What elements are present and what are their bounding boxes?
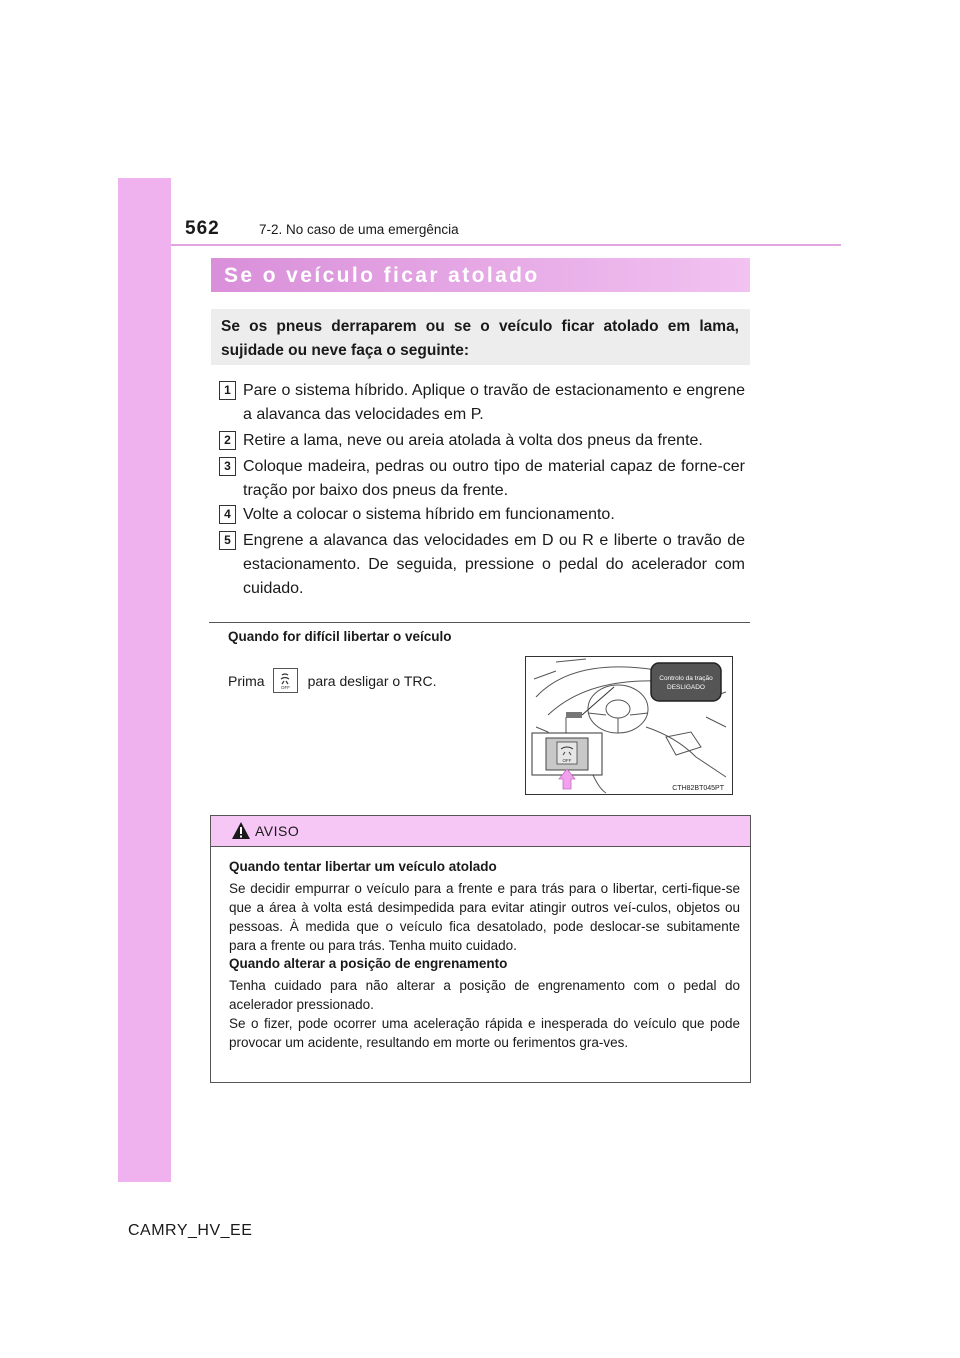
warning-triangle-icon [231, 821, 251, 845]
figure-button-label: OFF [562, 758, 572, 763]
callout-line-1: Controlo da tração [659, 675, 713, 682]
svg-text:OFF: OFF [280, 685, 290, 690]
warning-text-2: Tenha cuidado para não alterar a posição de engrenamento com o pedal do acelerador pressionado. [229, 978, 740, 1012]
step-number: 1 [219, 381, 236, 400]
step-text: Pare o sistema híbrido. Aplique o travão de estacionamento e engrene a alavanca das velocidades em P. [243, 382, 745, 423]
page-title: Se o veículo ficar atolado [224, 264, 540, 287]
tip-text [228, 670, 436, 695]
warning-heading-1: Quando tentar libertar um veículo atolado [229, 859, 497, 874]
trc-off-button-icon [273, 668, 298, 693]
step-number: 4 [219, 505, 236, 524]
intro-text: Se os pneus derraparem ou se o veículo ficar atolado em lama, sujidade ou neve faça o seguinte: [221, 318, 739, 359]
page-number: 562 [185, 218, 220, 239]
figure-code: CTH82BT045PT [672, 785, 724, 792]
side-tab-strip [118, 178, 171, 1182]
step-number: 5 [219, 531, 236, 550]
warning-heading-2: Quando alterar a posição de engrenamento [229, 956, 508, 971]
header-rule [171, 244, 841, 246]
step-text: Retire a lama, neve ou areia atolada à volta dos pneus da frente. [243, 432, 703, 449]
step-number: 2 [219, 431, 236, 450]
footer-model: CAMRY_HV_EE [128, 1222, 253, 1239]
step-text: Volte a colocar o sistema híbrido em funcionamento. [243, 506, 615, 523]
step-text: Coloque madeira, pedras ou outro tipo de material capaz de forne-cer tração por baixo dos pneus da frente. [243, 458, 745, 499]
section-divider [209, 622, 750, 623]
tip-text-before: Prima [228, 673, 265, 690]
warning-text-3: Se o fizer, pode ocorrer uma aceleração rápida e inesperada do veículo que pode provocar um acidente, resultando em morte ou ferimentos gra-ves. [229, 1016, 740, 1050]
tip-heading: Quando for difícil libertar o veículo [228, 629, 452, 644]
tip-text-after: para desligar o TRC. [307, 673, 437, 690]
warning-header [211, 816, 750, 847]
title-bar [211, 258, 750, 292]
warning-box [210, 815, 751, 1083]
step-text: Engrene a alavanca das velocidades em D ou R e liberte o travão de estacionamento. De seguida, pressione o pedal do acelerador com cuidado. [243, 532, 745, 597]
intro-box [211, 309, 750, 365]
warning-label: AVISO [255, 823, 300, 839]
warning-text-1: Se decidir empurrar o veículo para a frente e para trás para o libertar, certi-fique-se que a área à volta está desimpedida para evitar atingir outros veí-culos, objetos ou pessoas. À medida que o veículo fica desatolado, pode deslocar-se subitamente para a frente ou para trás. Tenha muito cuidado. [229, 881, 740, 953]
section-title: 7-2. No caso de uma emergência [259, 222, 459, 237]
trc-switch-figure [525, 656, 733, 795]
callout-line-2: DESLIGADO [667, 684, 705, 691]
step-number: 3 [219, 457, 236, 476]
